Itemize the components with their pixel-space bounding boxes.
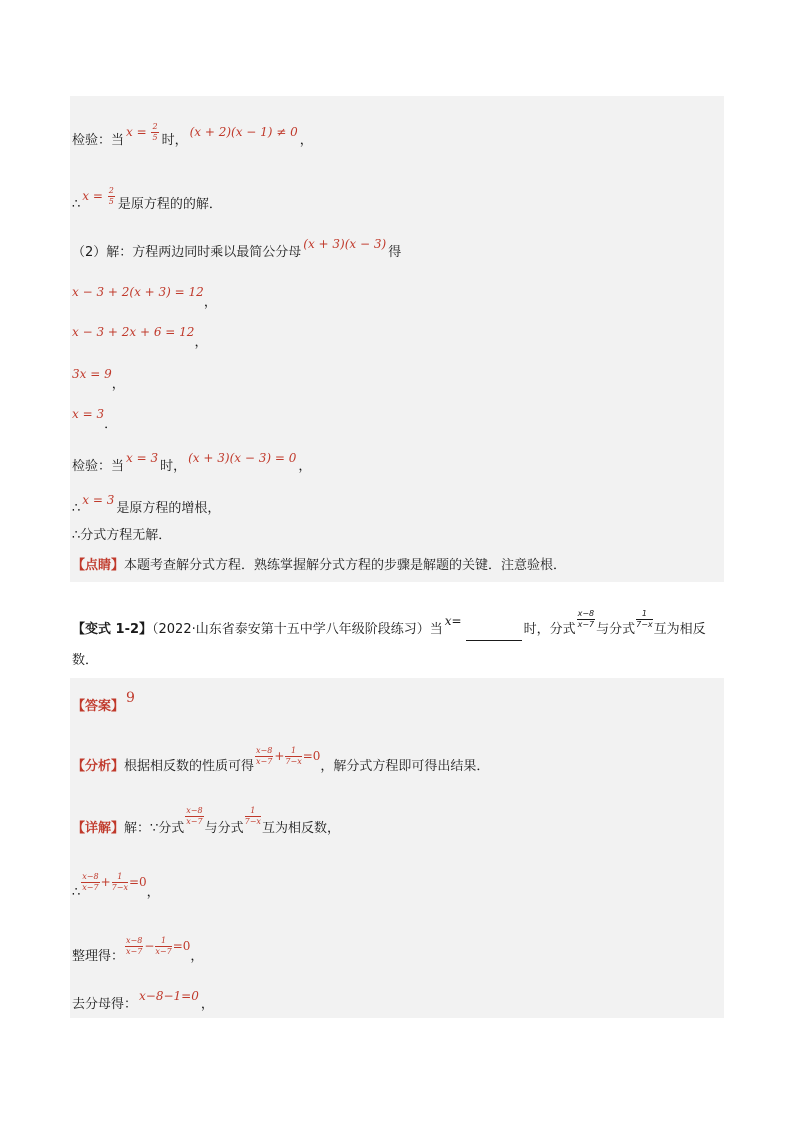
fraction-2-5: $\frac{2}{5}$ — [152, 122, 158, 142]
detail-line: 【详解】解：∵分式 $\frac{x-8}{x-7}$ 与分式 $\frac{1}{7-x}$ 互为相反数， — [72, 806, 340, 836]
variant-fraction-2: $\frac{1}{7-x}$ — [636, 609, 653, 629]
detail-equation-sum: ∴ $\frac{x-8}{x-7}$ + $\frac{1}{7-x}$ =0， — [72, 872, 160, 900]
solution-block-bottom — [70, 678, 724, 1018]
answer-blank — [466, 626, 522, 641]
equation-2: x − 3 + 2x + 6 = 12， — [72, 325, 208, 350]
extraneous-root-line: ∴x = 3是原方程的增根， — [72, 493, 221, 516]
part2-intro: （2）解：方程两边同时乘以最简公分母(x + 3)(x − 3)得 — [72, 237, 402, 260]
check-line-1: 检验：当x = $\frac{2}{5}$ 时，(x + 2)(x − 1) ≠ 0， — [72, 122, 313, 148]
equation-1: x − 3 + 2(x + 3) = 12， — [72, 285, 217, 310]
answer-line: 【答案】9 — [72, 690, 135, 714]
comment-line: 【点睛】本题考查解分式方程．熟练掌握解分式方程的步骤是解题的关键．注意验根． — [72, 558, 567, 573]
variant-fraction-1: $\frac{x-8}{x-7}$ — [577, 609, 595, 629]
detail-simplify: 整理得： $\frac{x-8}{x-7}$ − $\frac{1}{x-7}$ =0， — [72, 936, 204, 964]
equation-4: x = 3． — [72, 407, 118, 432]
solution-line-1: ∴x = $\frac{2}{5}$ 是原方程的的解． — [72, 186, 222, 212]
detail-clear-denominator: 去分母得：x−8−1=0， — [72, 989, 214, 1012]
check-line-2: 检验：当x = 3时，(x + 3)(x − 3) = 0， — [72, 451, 312, 474]
no-solution-line: ∴分式方程无解． — [72, 528, 172, 543]
variant-question-line2: 数． — [72, 653, 99, 668]
analysis-line: 【分析】根据相反数的性质可得 $\frac{x-8}{x-7}$ + $\frac{1}{7-x}$ =0，解分式方程即可得出结果． — [72, 746, 490, 774]
variant-question: 【变式 1-2】（2022·山东省泰安第十五中学八年级阶段练习）当x=时，分式 $\frac{x-8}{x-7}$ 与分式 $\frac{1}{7-x}$ 互为相反 — [72, 618, 706, 640]
equation-3: 3x = 9， — [72, 367, 125, 392]
